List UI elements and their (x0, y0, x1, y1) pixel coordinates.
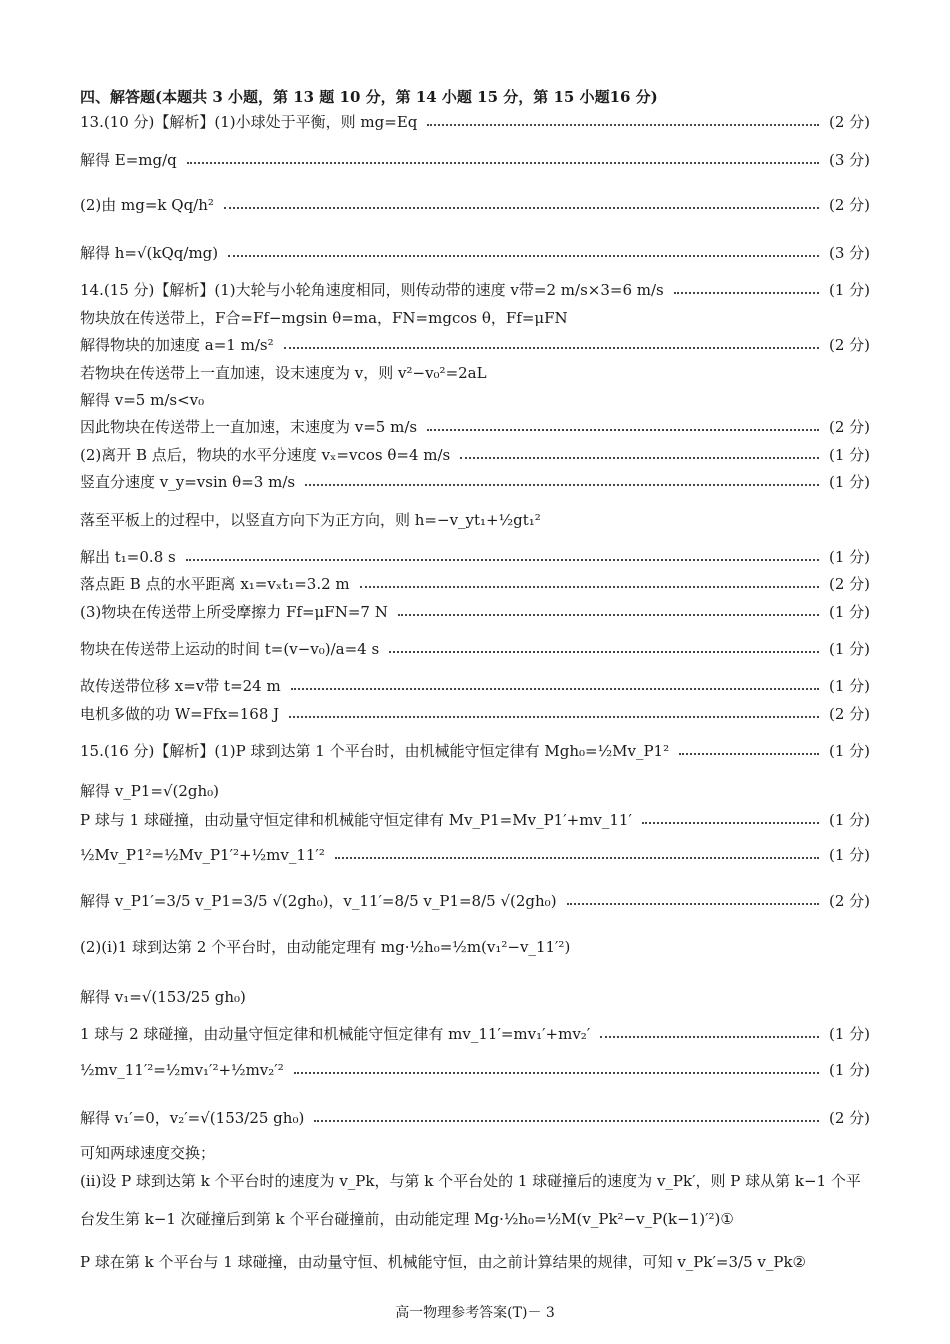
solution-line (80, 892, 870, 910)
line-text: 四、解答题(本题共 3 小题，第 13 题 10 分，第 14 小题 15 分，第 15 小题16 分) (80, 88, 658, 106)
solution-line (80, 364, 870, 382)
score-label: (2 分) (828, 113, 870, 131)
score-label: (1 分) (828, 281, 870, 299)
line-text: 若物块在传送带上一直加速，设末速度为 v，则 v²−v₀²=2aL (80, 364, 487, 382)
score-label: (1 分) (828, 742, 870, 760)
solution-line (80, 548, 870, 566)
line-text: 可知两球速度交换； (80, 1144, 216, 1162)
solution-line (80, 742, 870, 760)
solution-line (80, 309, 870, 327)
solution-line (80, 1061, 870, 1079)
solution-line (80, 705, 870, 723)
solution-line (80, 603, 870, 621)
dot-leader (187, 162, 819, 164)
page-footer: 高一物理参考答案(T)－ 3 (395, 1305, 555, 1321)
score-label: (2 分) (828, 892, 870, 910)
solution-line (80, 511, 870, 529)
solution-line (80, 151, 870, 169)
score-label: (2 分) (828, 1109, 870, 1127)
dot-leader (314, 1120, 819, 1122)
line-text: (2)由 mg=k Qq/h² (80, 196, 214, 214)
dot-leader (674, 292, 819, 294)
solution-line (80, 88, 870, 106)
line-text: 台发生第 k−1 次碰撞后到第 k 个平台碰撞前，由动能定理 Mg·½h₀=½M(v_Pk²−v_P(k−1)′²)① (80, 1210, 734, 1228)
line-text: 解得 v=5 m/s<v₀ (80, 391, 205, 409)
dot-leader (224, 207, 819, 209)
dot-leader (294, 1072, 819, 1074)
dot-leader (427, 429, 819, 431)
line-text: 14.(15 分)【解析】(1)大轮与小轮角速度相同，则传动带的速度 v带=2 m/s×3=6 m/s (80, 281, 664, 299)
solution-line (80, 1025, 870, 1043)
score-label: (1 分) (828, 846, 870, 864)
solution-line (80, 1210, 870, 1228)
score-label: (1 分) (828, 603, 870, 621)
score-label: (3 分) (828, 244, 870, 262)
line-text: 落点距 B 点的水平距离 x₁=vₓt₁=3.2 m (80, 575, 350, 593)
solution-line (80, 281, 870, 299)
line-text: 解出 t₁=0.8 s (80, 548, 176, 566)
line-text: (2)离开 B 点后，物块的水平分速度 vₓ=vcos θ=4 m/s (80, 446, 451, 464)
score-label: (2 分) (828, 336, 870, 354)
dot-leader (305, 484, 819, 486)
solution-line (80, 988, 870, 1006)
score-label: (3 分) (828, 151, 870, 169)
line-text: P 球在第 k 个平台与 1 球碰撞，由动量守恒、机械能守恒，由之前计算结果的规律，可知 v_Pk′=3/5 v_Pk② (80, 1253, 806, 1271)
line-text: 落至平板上的过程中，以竖直方向下为正方向，则 h=−v_yt₁+½gt₁² (80, 511, 541, 529)
dot-leader (186, 559, 819, 561)
solution-line (80, 113, 870, 131)
score-label: (1 分) (828, 640, 870, 658)
line-text: 15.(16 分)【解析】(1)P 球到达第 1 个平台时，由机械能守恒定律有 Mgh₀=½Mv_P1² (80, 742, 670, 760)
solution-line (80, 782, 870, 800)
line-text: 竖直分速度 v_y=vsin θ=3 m/s (80, 473, 296, 491)
solution-line (80, 575, 870, 593)
score-label: (2 分) (828, 196, 870, 214)
dot-leader (228, 255, 819, 257)
line-text: (2)(ⅰ)1 球到达第 2 个平台时，由动能定理有 mg·½h₀=½m(v₁²−v_11′²) (80, 938, 571, 956)
dot-leader (642, 822, 819, 824)
dot-leader (398, 614, 819, 616)
dot-leader (360, 586, 819, 588)
solution-line (80, 446, 870, 464)
dot-leader (460, 457, 819, 459)
solution-line (80, 846, 870, 864)
solution-line (80, 1172, 870, 1190)
line-text: 解得 v₁=√(153/25 gh₀) (80, 988, 246, 1006)
score-label: (1 分) (828, 1061, 870, 1079)
dot-leader (335, 857, 819, 859)
line-text: P 球与 1 球碰撞，由动量守恒定律和机械能守恒定律有 Mv_P1=Mv_P1′+mv_11′ (80, 811, 632, 829)
score-label: (1 分) (828, 1025, 870, 1043)
line-text: 物块放在传送带上，F合=Ff−mgsin θ=ma，FN=mgcos θ，Ff=μFN (80, 309, 568, 327)
dot-leader (289, 716, 819, 718)
solution-line (80, 391, 870, 409)
score-label: (1 分) (828, 446, 870, 464)
solution-line (80, 640, 870, 658)
solution-line (80, 1109, 870, 1127)
score-label: (1 分) (828, 473, 870, 491)
solution-line (80, 244, 870, 262)
line-text: 解得 h=√(kQq/mg) (80, 244, 219, 262)
dot-leader (427, 124, 819, 126)
dot-leader (567, 903, 819, 905)
line-text: 物块在传送带上运动的时间 t=(v−v₀)/a=4 s (80, 640, 380, 658)
line-text: 解得 v_P1′=3/5 v_P1=3/5 √(2gh₀)，v_11′=8/5 v_P1=8/5 √(2gh₀) (80, 892, 557, 910)
line-text: 解得物块的加速度 a=1 m/s² (80, 336, 274, 354)
score-label: (1 分) (828, 811, 870, 829)
solution-line (80, 336, 870, 354)
line-text: 因此物块在传送带上一直加速，末速度为 v=5 m/s (80, 418, 418, 436)
solution-line (80, 1253, 870, 1271)
line-text: (ⅱ)设 P 球到达第 k 个平台时的速度为 v_Pk，与第 k 个平台处的 1 球碰撞后的速度为 v_Pk′，则 P 球从第 k−1 个平 (80, 1172, 861, 1190)
solution-line (80, 1144, 870, 1162)
line-text: ½Mv_P1²=½Mv_P1′²+½mv_11′² (80, 846, 325, 864)
solution-line (80, 418, 870, 436)
solution-line (80, 473, 870, 491)
score-label: (1 分) (828, 548, 870, 566)
line-text: 解得 v₁′=0，v₂′=√(153/25 gh₀) (80, 1109, 305, 1127)
solution-line (80, 196, 870, 214)
line-text: 1 球与 2 球碰撞，由动量守恒定律和机械能守恒定律有 mv_11′=mv₁′+mv₂′ (80, 1025, 591, 1043)
dot-leader (284, 347, 819, 349)
dot-leader (600, 1036, 819, 1038)
score-label: (2 分) (828, 418, 870, 436)
score-label: (2 分) (828, 705, 870, 723)
solution-line (80, 938, 870, 956)
dot-leader (679, 753, 819, 755)
solution-line (80, 811, 870, 829)
solution-line (80, 677, 870, 695)
score-label: (1 分) (828, 677, 870, 695)
line-text: 电机多做的功 W=Ffx=168 J (80, 705, 280, 723)
line-text: (3)物块在传送带上所受摩擦力 Ff=μFN=7 N (80, 603, 388, 621)
dot-leader (291, 688, 819, 690)
score-label: (2 分) (828, 575, 870, 593)
line-text: 故传送带位移 x=v带 t=24 m (80, 677, 281, 695)
line-text: 解得 v_P1=√(2gh₀) (80, 782, 220, 800)
line-text: 解得 E=mg/q (80, 151, 177, 169)
line-text: ½mv_11′²=½mv₁′²+½mv₂′² (80, 1061, 284, 1079)
dot-leader (389, 651, 819, 653)
line-text: 13.(10 分)【解析】(1)小球处于平衡，则 mg=Eq (80, 113, 418, 131)
